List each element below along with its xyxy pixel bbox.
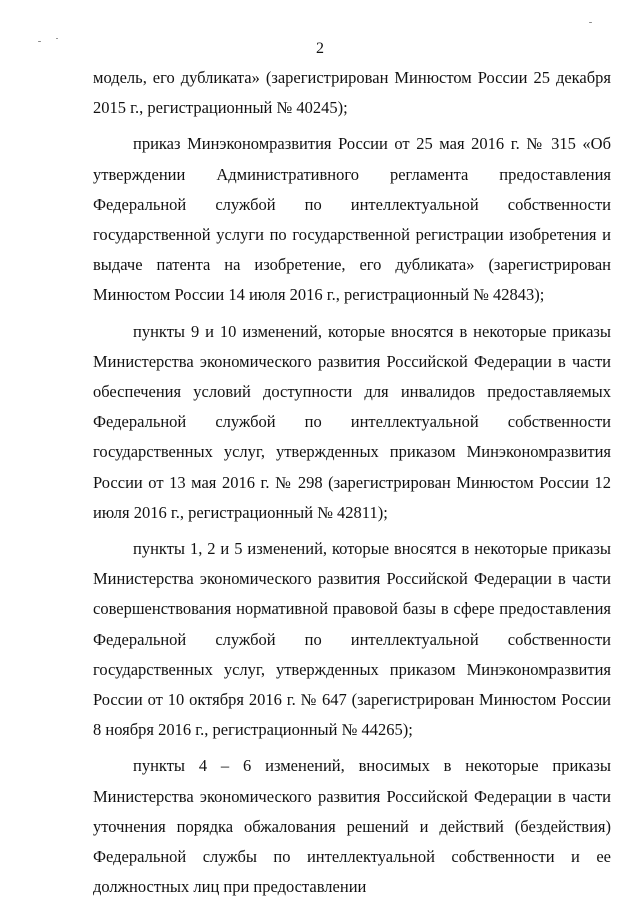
paragraph-appeal-procedure: пункты 4 – 6 изменений, вносимых в некоторые приказы Министерства экономического развития Российской Федерации в части уточнения порядка обжалования решений и действий (бездействия) Федеральной службы по интеллектуальной собственности и ее должностных лиц при предоставлении <box>93 756 611 897</box>
paragraph-order-298: пункты 9 и 10 изменений, которые вносятся в некоторые приказы Министерства экономического развития Российской Федерации в части обеспечения условий доступности для инвалидов предоставляемых Федеральной службой по интеллектуальной собственности государственных услуг, утвержденных приказом Минэкономразвития России от 13 мая 2016 г. № 298 (зарегистрирован Минюстом России 12 июля 2016 г., регистрационный № 42811); <box>93 321 611 522</box>
page-number: 2 <box>316 40 324 57</box>
scan-speck <box>589 22 592 23</box>
document-body <box>93 63 611 902</box>
paragraph-continuation: модель, его дубликата» (зарегистрирован Минюстом России 25 декабря 2015 г., регистрационный № 40245); <box>93 68 611 118</box>
paragraph-order-647: пункты 1, 2 и 5 изменений, которые вносятся в некоторые приказы Министерства экономического развития Российской Федерации в части совершенствования нормативной правовой базы в сфере предоставления Федеральной службой по интеллектуальной собственности государственных услуг, утвержденных приказом Минэкономразвития России от 10 октября 2016 г. № 647 (зарегистрирован Минюстом России 8 ноября 2016 г., регистрационный № 44265); <box>93 539 611 740</box>
paragraph-order-315: приказ Минэкономразвития России от 25 мая 2016 г. № 315 «Об утверждении Административного регламента предоставления Федеральной службой по интеллектуальной собственности государственной услуги по государственной регистрации изобретения и выдаче патента на изобретение, его дубликата» (зарегистрирован Минюстом России 14 июля 2016 г., регистрационный № 42843); <box>93 134 611 305</box>
scan-speck <box>56 38 58 39</box>
